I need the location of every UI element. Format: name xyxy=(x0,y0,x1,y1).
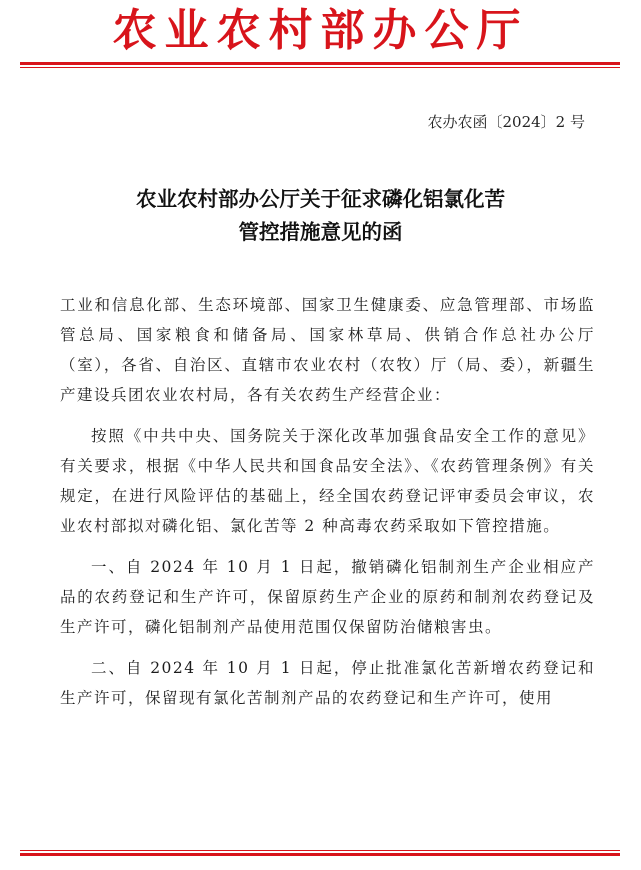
body-paragraph-measure-1: 一、自 2024 年 10 月 1 日起，撤销磷化铝制剂生产企业相应产品的农药登记和生产许可，保留原药生产企业的原药和制剂农药登记及生产许可，磷化铝制剂产品使用范围仅保留防治储粮害虫。 xyxy=(60,558,595,636)
document-title-line-2: 管控措施意见的函 xyxy=(238,220,403,244)
footer-red-rule-thick xyxy=(20,853,620,856)
document-number: 农办农函〔2024〕2 号 xyxy=(427,113,585,131)
letterhead-red-rule-thick xyxy=(20,62,620,65)
letterhead-red-rule-thin xyxy=(20,67,620,68)
document-title xyxy=(40,183,601,249)
body-paragraph-intro: 按照《中共中央、国务院关于深化改革加强食品安全工作的意见》有关要求，根据《中华人民共和国食品安全法》、《农药管理条例》有关规定，在进行风险评估的基础上，经全国农药登记评审委员会审议，农业农村部拟对磷化铝、氯化苦等 2 种高毒农药采取如下管控措施。 xyxy=(60,427,595,535)
document-body xyxy=(60,290,595,713)
letterhead-title: 农业农村部办公厅 xyxy=(112,5,529,56)
footer-red-rule-thin xyxy=(20,850,620,851)
body-paragraph-measure-2: 二、自 2024 年 10 月 1 日起，停止批准氯化苦新增农药登记和生产许可，保留现有氯化苦制剂产品的农药登记和生产许可，使用 xyxy=(60,659,595,707)
document-title-line-1: 农业农村部办公厅关于征求磷化铝氯化苦 xyxy=(136,187,505,211)
addressee-list: 工业和信息化部、生态环境部、国家卫生健康委、应急管理部、市场监管总局、国家粮食和储备局、国家林草局、供销合作总社办公厅（室），各省、自治区、直辖市农业农村（农牧）厅（局、委），新疆生产建设兵团农业农村局，各有关农药生产经营企业： xyxy=(60,296,595,404)
